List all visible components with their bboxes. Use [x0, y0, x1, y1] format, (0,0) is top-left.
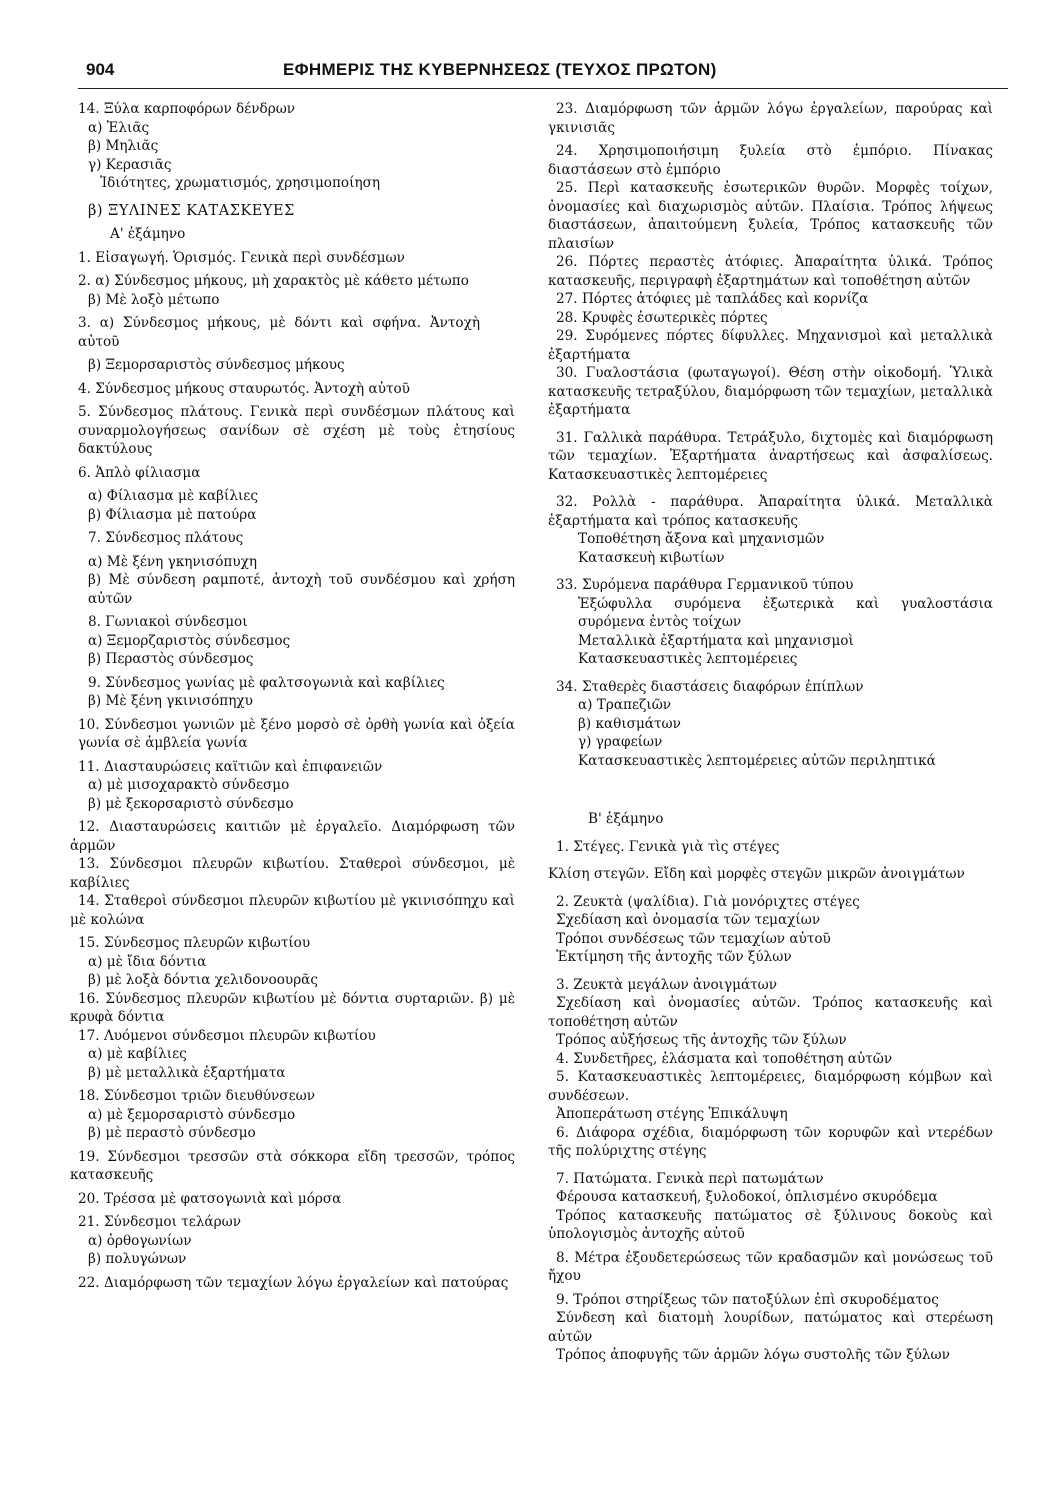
page-header — [78, 58, 1008, 89]
text-line: 14. Ξύλα καρποφόρων δένδρων — [78, 101, 296, 117]
text-line: Ἀποπεράτωση στέγης Ἐπικάλυψη — [556, 1106, 788, 1122]
text-line: α) Μὲ ξένη γκηνισόπυχη — [88, 553, 257, 570]
text-line: β) μὲ λοξὰ δόντια χελιδονοουρᾶς — [88, 972, 318, 988]
text-line: α) Τραπεζιῶν — [578, 697, 672, 713]
text-line: Ἰδιότητες, χρωματισμός, χρησιμοποίηση — [100, 175, 381, 191]
text-line: β) πολυγώνων — [88, 1251, 187, 1267]
text-line: α) μὲ ξεμορσαριστὸ σύνδεσμο — [88, 1106, 296, 1123]
text-line: 29. Συρόμενες πόρτες δίφυλλες. Μηχανισμοὶ καὶ μεταλλικὰ ἐξαρτήματα — [548, 328, 993, 363]
text-line: 25. Περὶ κατασκευῆς ἐσωτερικῶν θυρῶν. Μορφὲς τοίχων, ὀνομασίες καὶ διαχωρισμὸς αὐτῶν. Πλαίσια. Τρόπος λήψεως διαστάσεων, ἀπαιτούμενη ξυλεία, Τρόπος κατασκευῆς τῶν πλαισίων — [548, 180, 993, 252]
text-line: α) Ξεμορζαριστὸς σύνδεσμος — [88, 632, 291, 649]
text-line: 16. Σύνδεσμος πλευρῶν κιβωτίου μὲ δόντια συρταριῶν. β) μὲ κρυφὰ δόντια — [70, 990, 515, 1025]
text-line: 21. Σύνδεσμοι τελάρων — [78, 1214, 241, 1230]
text-line: α) Φίλιασμα μὲ καβίλιες — [88, 488, 258, 504]
text-line: β) Μὲ ξένη γκινισόπηχυ — [88, 693, 253, 709]
text-line: 4. Συνδετῆρες, ἐλάσματα καὶ τοποθέτηση αὐτῶν — [556, 1050, 893, 1067]
text-line: Τρόπος αὐξήσεως τῆς ἀντοχῆς τῶν ξύλων — [556, 1032, 847, 1048]
text-line: 7. Πατώματα. Γενικὰ περὶ πατωμάτων — [556, 1170, 824, 1187]
text-line: 15. Σύνδεσμος πλευρῶν κιβωτίου — [78, 935, 311, 951]
text-line: Κατασκευαστικὲς λεπτομέρειες — [578, 651, 798, 667]
text-line: 22. Διαμόρφωση τῶν τεμαχίων λόγω ἐργαλείων καὶ πατούρας — [78, 1274, 509, 1291]
text-line: β) μὲ μεταλλικὰ ἐξαρτήματα — [88, 1064, 286, 1081]
text-line: 20. Τρέσσα μὲ φατσογωνιὰ καὶ μόρσα — [78, 1190, 342, 1207]
text-line: β) Ξεμορσαριστὸς σύνδεσμος μήκους — [88, 357, 345, 373]
semester-heading: Β' ἑξάμηνο — [588, 811, 664, 827]
text-line: Ἐξώφυλλα συρόμενα ἐξωτερικὰ καὶ γυαλοστάσια συρόμενα ἐντὸς τοίχων — [578, 595, 993, 630]
section-heading: β) ΞΥΛΙΝΕΣ ΚΑΤΑΣΚΕΥΕΣ — [88, 202, 295, 219]
text-line: α) μὲ καβίλιες — [88, 1046, 187, 1062]
semester-heading: Α' ἑξάμηνο — [110, 226, 186, 242]
text-line: Σύνδεση καὶ διατομὴ λουρίδων, πατώματος καὶ στερέωση αὐτῶν — [548, 1310, 993, 1345]
text-line: 18. Σύνδεσμοι τριῶν διευθύνσεων — [78, 1088, 315, 1104]
text-line: 14. Σταθεροὶ σύνδεσμοι πλευρῶν κιβωτίου μὲ γκινισόπηχυ καὶ μὲ κολώνα — [70, 893, 515, 928]
text-line: β) καθισμάτων — [578, 715, 681, 732]
text-line: γ) Κερασιᾶς — [88, 156, 172, 173]
left-column — [70, 100, 515, 1292]
text-line: 27. Πόρτες ἀτόφιες μὲ ταπλάδες καὶ κορνίζα — [556, 291, 869, 307]
text-line: 9. Τρόποι στηρίξεως τῶν πατοξύλων ἐπὶ σκυροδέματος — [556, 1291, 939, 1308]
text-line: 32. Ρολλὰ - παράθυρα. Ἀπαραίτητα ὑλικά. Μεταλλικὰ ἐξαρτήματα καὶ τρόπος κατασκευῆς — [548, 494, 993, 529]
text-line: 7. Σύνδεσμος πλάτους — [88, 530, 244, 546]
text-line: Τοποθέτηση ἄξονα καὶ μηχανισμῶν — [578, 531, 825, 547]
text-line: 1. Στέγες. Γενικὰ γιὰ τὶς στέγες — [556, 838, 780, 855]
text-line: 2. α) Σύνδεσμος μήκους, μὴ χαρακτὸς μὲ κάθετο μέτωπο — [78, 273, 469, 289]
text-line: 23. Διαμόρφωση τῶν ἁρμῶν λόγω ἐργαλείων, παρούρας καὶ γκινισιᾶς — [548, 101, 993, 136]
text-line: 3. Ζευκτὰ μεγάλων ἀνοιγμάτων — [556, 976, 777, 993]
text-line: 2. Ζευκτὰ (ψαλίδια). Γιὰ μονόριχτες στέγες — [556, 893, 860, 910]
journal-title: ΕΦΗΜΕΡΙΣ ΤΗΣ ΚΥΒΕΡΝΗΣΕΩΣ (ΤΕΥΧΟΣ ΠΡΩΤΟΝ) — [283, 60, 717, 79]
text-line: β) μὲ ξεκορσαριστὸ σύνδεσμο — [88, 795, 294, 812]
text-line: 5. Κατασκευαστικὲς λεπτομέρειες, διαμόρφωση κόμβων καὶ συνδέσεων. — [548, 1069, 993, 1104]
text-line: 3. α) Σύνδεσμος μήκους, μὲ δόντι καὶ σφήνα. Ἀντοχὴ αὐτοῦ — [78, 315, 480, 350]
text-line: 17. Λυόμενοι σύνδεσμοι πλευρῶν κιβωτίου — [78, 1027, 376, 1044]
text-line: 24. Χρησιμοποιήσιμη ξυλεία στὸ ἐμπόριο. Πίνακας διαστάσεων στὸ ἐμπόριο — [548, 143, 993, 178]
text-line: α) μὲ μισοχαρακτὸ σύνδεσμο — [88, 777, 290, 793]
text-line: γ) γραφείων — [578, 734, 663, 750]
text-line: Μεταλλικὰ ἐξαρτήματα καὶ μηχανισμοὶ — [578, 632, 854, 649]
text-line: 28. Κρυφὲς ἐσωτερικὲς πόρτες — [556, 309, 768, 326]
text-line: 9. Σύνδεσμος γωνίας μὲ φαλτσογωνιὰ καὶ καβίλιες — [88, 674, 445, 691]
text-line: 6. Ἁπλὸ φίλιασμα — [78, 464, 201, 481]
text-line: 19. Σύνδεσμοι τρεσσῶν στὰ σόκκορα εἴδη τρεσσῶν, τρόπος κατασκευῆς — [70, 1148, 515, 1183]
right-column — [548, 100, 993, 1365]
text-line: Σχεδίαση καὶ ὀνομασίες αὐτῶν. Τρόπος κατασκευῆς καὶ τοποθέτηση αὐτῶν — [548, 995, 993, 1030]
text-line: α) ὀρθογωνίων — [88, 1232, 192, 1249]
text-line: 33. Συρόμενα παράθυρα Γερμανικοῦ τύπου — [556, 577, 854, 593]
text-line: 26. Πόρτες περαστὲς ἀτόφιες. Ἀπαραίτητα ὑλικά. Τρόπος κατασκευῆς, περιγραφὴ ἐξαρτημάτων καὶ τοποθέτηση αὐτῶν — [548, 254, 993, 289]
text-line: β) Περαστὸς σύνδεσμος — [88, 651, 254, 667]
text-line: Ἐκτίμηση τῆς ἀντοχῆς τῶν ξύλων — [556, 949, 792, 965]
text-line: β) Μὲ λοξὸ μέτωπο — [88, 291, 220, 308]
text-line: 30. Γυαλοστάσια (φωταγωγοί). Θέση στὴν οἰκοδομή. Ὑλικὰ κατασκευῆς τετραξύλου, διαμόρφωση τῶν τεμαχίων, μεταλλικὰ ἐξαρτήματα — [548, 365, 993, 418]
text-line: 8. Γωνιακοὶ σύνδεσμοι — [88, 614, 248, 630]
text-line: α) Ἐλιᾶς — [88, 119, 150, 136]
text-line: 13. Σύνδεσμοι πλευρῶν κιβωτίου. Σταθεροὶ σύνδεσμοι, μὲ καβίλιες — [70, 856, 515, 891]
text-line: Τρόποι συνδέσεως τῶν τεμαχίων αὐτοῦ — [556, 930, 831, 947]
text-line: 11. Διασταυρώσεις καϊτιῶν καὶ ἐπιφανειῶν — [78, 758, 383, 775]
text-line: Φέρουσα κατασκευή, ξυλοδοκοί, ὁπλισμένο σκυρόδεμα — [556, 1189, 938, 1205]
text-line: α) μὲ ἴδια δόντια — [88, 953, 207, 970]
text-line: β) μὲ περαστὸ σύνδεσμο — [88, 1125, 256, 1141]
text-line: Τρόπος κατασκευῆς πατώματος σὲ ξύλινους δοκοὺς καὶ ὑπολογισμὸς ἀντοχῆς αὐτοῦ — [548, 1207, 993, 1242]
text-line: Κλίση στεγῶν. Εἴδη καὶ μορφὲς στεγῶν μικρῶν ἀνοιγμάτων — [548, 866, 965, 882]
text-line: Τρόπος ἀποφυγῆς τῶν ἁρμῶν λόγω συστολῆς τῶν ξύλων — [556, 1347, 950, 1363]
text-line: Κατασκευὴ κιβωτίων — [578, 549, 725, 566]
text-line: 10. Σύνδεσμοι γωνιῶν μὲ ξένο μορσὸ σὲ ὀρθὴ γωνία καὶ ὀξεία γωνία σὲ ἀμβλεία γωνία — [78, 716, 515, 751]
text-line: Κατασκευαστικὲς λεπτομέρειες αὐτῶν περιληπτικά — [578, 752, 936, 769]
text-line: 34. Σταθερὲς διαστάσεις διαφόρων ἐπίπλων — [556, 678, 864, 695]
text-line: β) Φίλιασμα μὲ πατούρα — [88, 506, 257, 523]
text-line: 31. Γαλλικὰ παράθυρα. Τετράξυλο, διχτομὲς καὶ διαμόρφωση τῶν τεμαχίων. Ἐξαρτήματα ἀναρτήσεως καὶ ἀσφαλίσεως. Κατασκευαστικὲς λεπτομέρειες — [548, 429, 993, 483]
text-line: 12. Διασταυρώσεις καιτιῶν μὲ ἐργαλεῖο. Διαμόρφωση τῶν ἁρμῶν — [70, 819, 515, 854]
text-line: 6. Διάφορα σχέδια, διαμόρφωση τῶν κορυφῶν καὶ ντερέδων τῆς πολύριχτης στέγης — [548, 1124, 993, 1159]
text-line: 1. Εἰσαγωγή. Ὁρισμός. Γενικὰ περὶ συνδέσμων — [78, 249, 405, 266]
text-line: Σχεδίαση καὶ ὀνομασία τῶν τεμαχίων — [556, 912, 821, 928]
page-number: 904 — [86, 60, 115, 79]
text-line: β) Μηλιᾶς — [88, 138, 159, 154]
text-line: 5. Σύνδεσμος πλάτους. Γενικὰ περὶ συνδέσμων πλάτους καὶ συναρμολογήσεως σανίδων σὲ σχέση μὲ τοὺς ἐτησίους δακτύλους — [78, 404, 515, 457]
text-line: 8. Μέτρα ἐξουδετερώσεως τῶν κραδασμῶν καὶ μονώσεως τοῦ ἤχου — [548, 1249, 993, 1284]
text-line: 4. Σύνδεσμος μήκους σταυρωτός. Ἀντοχὴ αὐτοῦ — [78, 380, 410, 397]
text-line: β) Μὲ σύνδεση ραμποτέ, ἀντοχὴ τοῦ συνδέσμου καὶ χρήση αὐτῶν — [88, 572, 515, 607]
